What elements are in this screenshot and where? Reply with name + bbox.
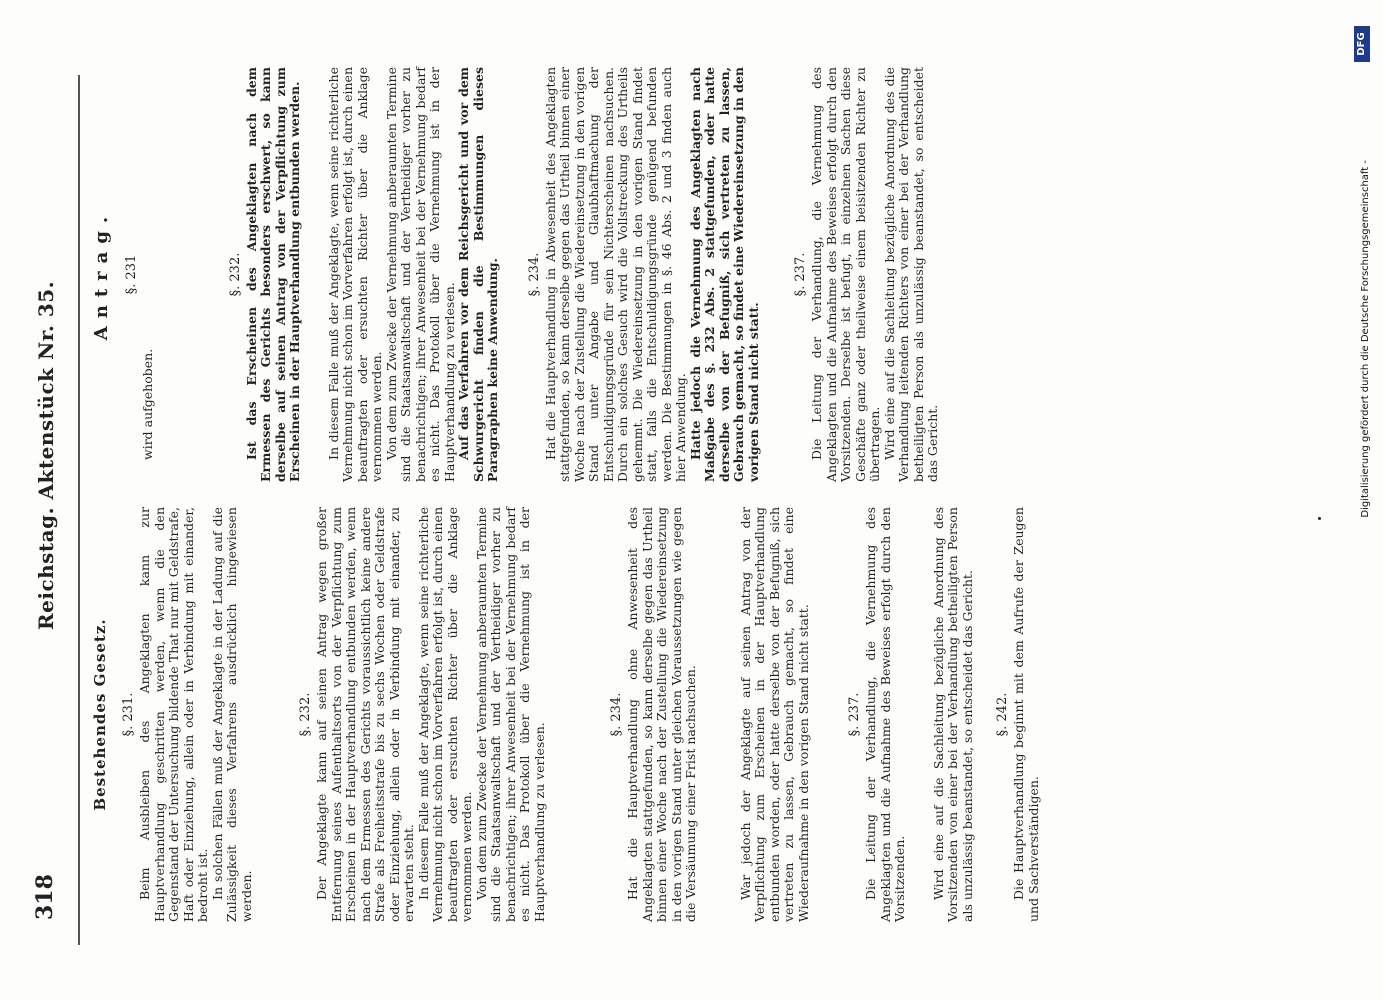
- digitization-credit: Digitalisierung gefördert durch die Deutsche Forschungsgemeinschaft -: [1360, 160, 1371, 518]
- section-text: In solchen Fällen muß der Angeklagte in der Ladung auf die Zulässigkeit dieses Verfahrens ausdrücklich hingewiesen werden.: [209, 507, 254, 922]
- section-text: In diesem Falle muß der Angeklagte, wenn seine richterliche Vernehmung nicht schon im Vorverfahren erfolgt ist, durch einen beauftragten oder ersuchten Richter über die Anklage vernommen werden.: [325, 67, 384, 482]
- section-text: Von dem zum Zwecke der Vernehmung anberaumten Termine sind die Staatsanwaltschaft und der Vertheidiger vorher zu benachrichtigen; ihrer Anwesenheit bei der Vernehmung bedarf es nicht. Das Protokoll über die Vernehmung ist in der Hauptverhandlung zu verlesen.: [473, 507, 547, 922]
- section-label: §. 237.: [793, 252, 808, 297]
- page-number: 318: [32, 874, 58, 920]
- right-column-heading: Antrag.: [91, 208, 112, 341]
- header-title: Reichstag. Aktenstück Nr. 35.: [34, 280, 58, 630]
- section-text: Hatte jedoch die Vernehmung des Angeklagten nach Maßgabe des §. 232 Abs. 2 stattgefunden, oder hatte derselbe von der Befugniß, sich vertreten zu lassen, Gebrauch gemacht, so findet eine Wiedereinsetzung in den vorigen Stand nicht statt.: [687, 67, 761, 482]
- page-header: [28, 80, 68, 920]
- section-label: §. 234.: [609, 692, 624, 737]
- left-column: [85, 507, 1041, 922]
- section-text: Die Leitung der Verhandlung, die Vernehmung des Angeklagten und die Aufnahme des Beweises erfolgt durch den Vorsitzenden.: [863, 507, 907, 922]
- left-section-237: [847, 507, 975, 922]
- section-label: §. 231: [124, 254, 139, 295]
- section-label: §. 242.: [995, 692, 1010, 737]
- section-label: §. 232.: [227, 252, 243, 297]
- section-label: §. 231.: [121, 692, 136, 737]
- section-text: Der Angeklagte kann auf seinen Antrag wegen großer Entfernung seines Aufenthaltsorts von der Verpflichtung zum Erscheinen in der Hauptverhandlung entbunden werden, wenn nach dem Ermessen des Gerichts voraussichtlich keine andere Strafe als Freiheitsstrafe bis zu sechs Wochen oder Geldstrafe oder Einziehung, allein oder in Verbindung mit einander, zu erwarten steht.: [314, 507, 416, 922]
- right-column: [85, 67, 941, 482]
- section-label: §. 234.: [526, 252, 542, 297]
- section-label: §. 232.: [298, 692, 313, 737]
- section-text: In diesem Falle muß der Angeklagte, wenn seine richterliche Vernehmung nicht schon im Vorverfahren erfolgt ist, durch einen beauftragten oder ersuchten Richter über die Anklage vernommen werden.: [415, 507, 474, 922]
- section-text: Die Hauptverhandlung beginnt mit dem Aufrufe der Zeugen und Sachverständigen.: [1011, 507, 1041, 922]
- left-column-heading: Bestehendes Gesetz.: [91, 618, 109, 811]
- section-text: Wird eine auf die Sachleitung bezügliche Anordnung des die Verhandlung leitenden Richters von einer bei der Verhandlung betheiligten Person als unzulässig beanstandet, so entscheidet das Gericht.: [881, 67, 940, 482]
- left-section-234: [609, 507, 811, 922]
- header-rule: [78, 75, 80, 945]
- section-text: Auf das Verfahren vor dem Reichsgericht und vor dem Schwurgericht finden die Bestimmungen dieses Paragraphen keine Anwendung.: [456, 67, 500, 482]
- left-section-242: [995, 507, 1041, 922]
- right-section-234: [527, 67, 762, 482]
- section-text: Die Leitung der Verhandlung, die Vernehmung des Angeklagten und die Aufnahme des Beweises erfolgt durch den Vorsitzenden. Derselbe ist befugt, in einzelnen Sachen diese Geschäfte ganz oder theilweise einem beisitzenden Richter zu übertragen.: [809, 67, 882, 482]
- section-text: Ist das Erscheinen des Angeklagten nach dem Ermessen des Gerichts besonders erschwert, so kann derselbe auf seinen Antrag von der Verpflichtung zum Erscheinen in der Hauptverhandlung entbunden werden.: [243, 67, 302, 482]
- section-text: Beim Ausbleiben des Angeklagten kann zur Hauptverhandlung geschritten werden, wenn die den Gegenstand der Untersuchung bildende That nur mit Geldstrafe, Haft oder Einziehung, allein oder in Verbindung mit einander, bedroht ist.: [137, 507, 210, 922]
- section-text: Von dem zum Zwecke der Vernehmung anberaumten Termine sind die Staatsanwaltschaft und der Vertheidiger vorher zu benachrichtigen; ihrer Anwesenheit bei der Vernehmung bedarf es nicht. Das Protokoll über die Vernehmung ist in der Hauptverhandlung zu verlesen.: [383, 67, 457, 482]
- dfg-logo-badge: DFG: [1354, 26, 1370, 62]
- section-label: §. 237.: [847, 692, 862, 737]
- ink-speck: [1318, 517, 1321, 520]
- section-text: War jedoch der Angeklagte auf seinen Antrag von der Verpflichtung zum Erscheinen in der Hauptverhandlung entbunden worden, oder hatte derselbe von der Befugniß, sich vertreten zu lassen, Gebrauch gemacht, so findet eine Wiederaufnahme in den vorigen Stand nicht statt.: [737, 507, 811, 922]
- right-section-232: [228, 67, 501, 482]
- section-text: Wird eine auf die Sachleitung bezügliche Anordnung des Vorsitzenden von einer bei der Verhandlung betheiligten Person als unzulässig beanstandet, so entscheidet das Gericht.: [930, 507, 975, 922]
- left-section-231: [121, 507, 254, 922]
- section-text: wird aufgehoben.: [140, 348, 155, 460]
- section-text: Hat die Hauptverhandlung ohne Anwesenheit des Angeklagten stattgefunden, so kann derselbe gegen das Urtheil binnen einer Woche nach der Zustellung die Wiedereinsetzung in den vorigen Stand unter gleichen Voraussetzungen wie gegen die Versäumung einer Frist nachsuchen.: [625, 507, 698, 922]
- right-section-237: [793, 67, 941, 482]
- right-section-231: [124, 67, 156, 482]
- section-text: Hat die Hauptverhandlung in Abwesenheit des Angeklagten stattgefunden, so kann derselbe gegen das Urtheil binnen einer Woche nach der Zustellung die Wiedereinsetzung in den vorigen Stand unter Angabe und Glaubhaftmachung der Entschuldigungsgründe für sein Nichterscheinen nachsuchen. Durch ein solches Gesuch wird die Vollstreckung des Urtheils gehemmt. Die Wiedereinsetzung in den vorigen Stand findet statt, falls die Entschuldigungsgründe genügend befunden werden. Die Bestimmungen in §. 46 Abs. 2 und 3 finden auch hier Anwendung.: [542, 67, 688, 482]
- left-section-232: [298, 507, 547, 922]
